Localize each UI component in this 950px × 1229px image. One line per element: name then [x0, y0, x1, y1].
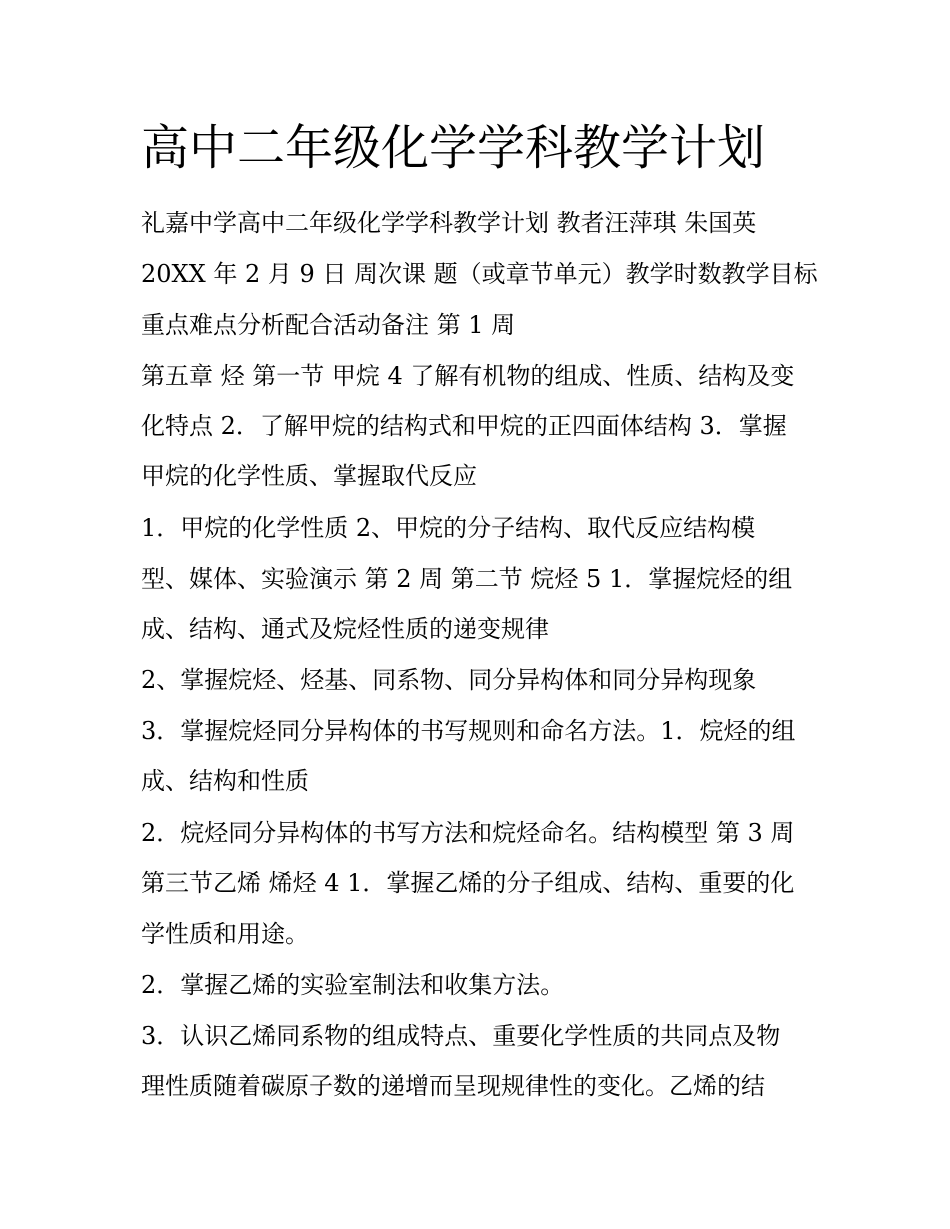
- text-line: 3．掌握烷烃同分异构体的书写规则和命名方法。1．烷烃的组: [141, 717, 796, 745]
- text-line: 第五章 烃 第一节 甲烷 4 了解有机物的组成、性质、结构及变: [141, 362, 795, 390]
- text-line: 型、媒体、实验演示 第 2 周 第二节 烷烃 5 1．掌握烷烃的组: [141, 565, 793, 593]
- text-line: 2．掌握乙烯的实验室制法和收集方法。: [141, 971, 565, 999]
- text-line: 礼嘉中学高中二年级化学学科教学计划 教者汪萍琪 朱国英: [141, 209, 757, 237]
- text-line: 20XX 年 2 月 9 日 周次课 题（或章节单元）教学时数教学目标: [141, 260, 818, 288]
- text-line: 甲烷的化学性质、掌握取代反应: [141, 462, 477, 490]
- text-line: 成、结构和性质: [141, 767, 309, 795]
- text-line: 理性质随着碳原子数的递增而呈现规律性的变化。乙烯的结: [141, 1072, 765, 1100]
- text-line: 第三节乙烯 烯烃 4 1．掌握乙烯的分子组成、结构、重要的化: [141, 869, 795, 897]
- page-title: 高中二年级化学学科教学计划: [141, 120, 766, 176]
- text-line: 学性质和用途。: [141, 920, 309, 948]
- text-line: 化特点 2．了解甲烷的结构式和甲烷的正四面体结构 3．掌握: [141, 412, 787, 440]
- text-line: 2、掌握烷烃、烃基、同系物、同分异构体和同分异构现象: [141, 666, 757, 694]
- text-line: 成、结构、通式及烷烃性质的递变规律: [141, 615, 549, 643]
- text-line: 重点难点分析配合活动备注 第 1 周: [141, 311, 516, 339]
- text-line: 3．认识乙烯同系物的组成特点、重要化学性质的共同点及物: [141, 1022, 781, 1050]
- text-line: 1．甲烷的化学性质 2、甲烷的分子结构、取代反应结构模: [141, 514, 756, 542]
- text-line: 2．烷烃同分异构体的书写方法和烷烃命名。结构模型 第 3 周: [141, 819, 795, 847]
